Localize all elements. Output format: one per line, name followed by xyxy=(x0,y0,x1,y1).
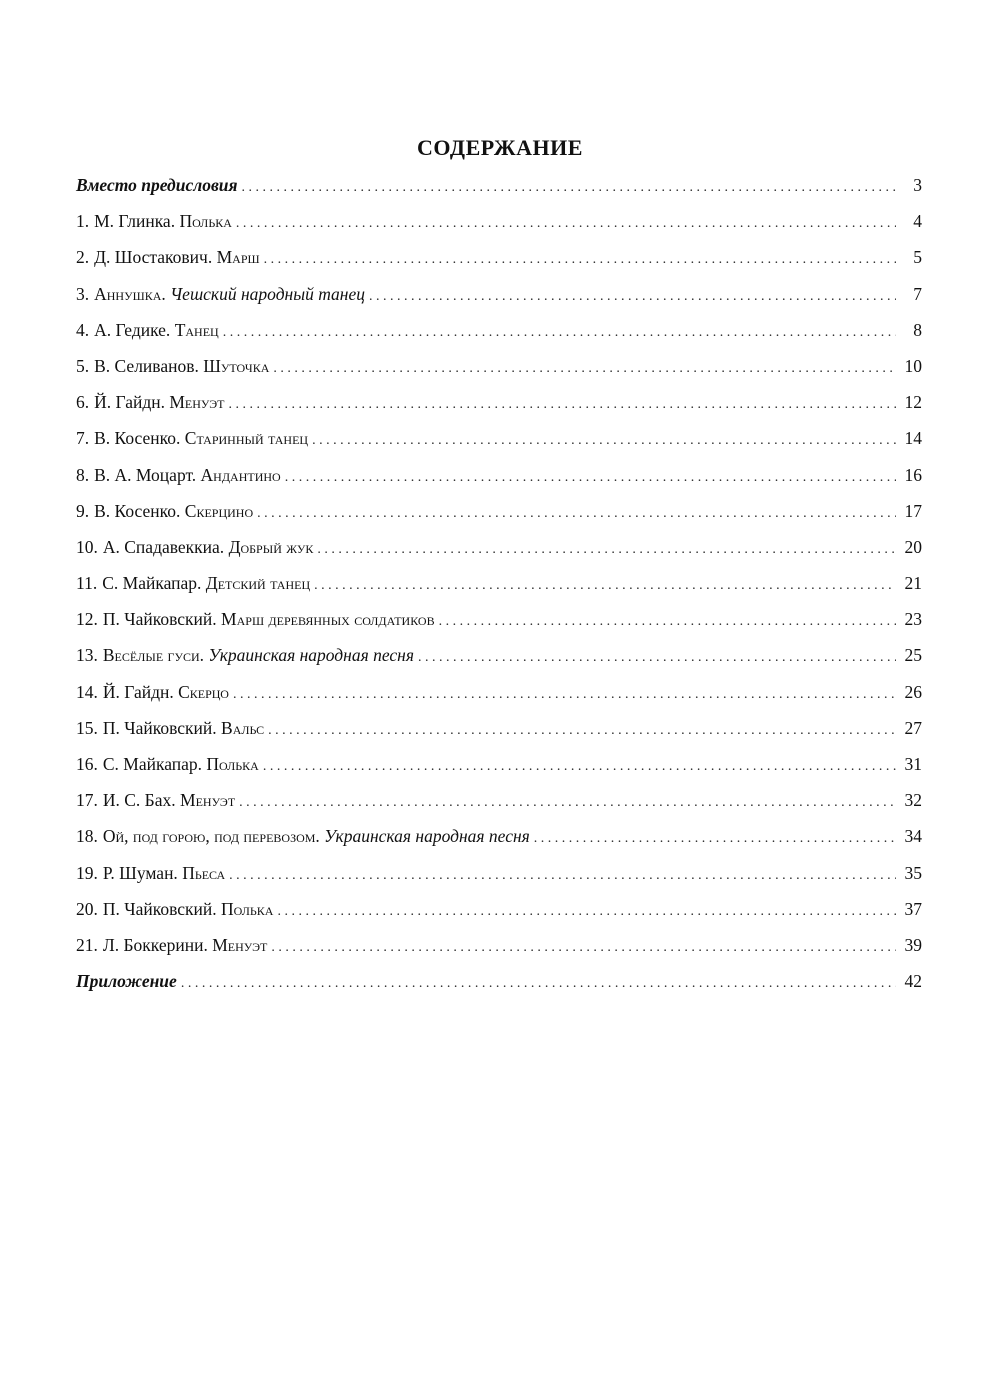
entry-author: В. Косенко. xyxy=(94,500,181,521)
toc-entry[interactable] xyxy=(76,714,922,750)
dot-leader xyxy=(264,246,896,274)
dot-leader xyxy=(229,391,896,419)
entry-work: Танец xyxy=(174,319,219,340)
toc-entry[interactable] xyxy=(76,569,922,605)
page-title: СОДЕРЖАНИЕ xyxy=(417,134,583,160)
entry-number: 20. xyxy=(76,898,98,919)
toc-entry[interactable] xyxy=(76,424,922,460)
entry-work: Менуэт xyxy=(180,790,236,811)
dot-leader xyxy=(314,572,896,600)
entry-page: 26 xyxy=(904,681,922,702)
entry-author: В. А. Моцарт. xyxy=(94,464,197,485)
entry-page: 5 xyxy=(913,247,922,268)
entry-work: Скерцино xyxy=(184,500,254,521)
entry-author: Й. Гайдн. xyxy=(102,681,174,702)
entry-number: 12. xyxy=(76,609,98,630)
entry-author: П. Чайковский. xyxy=(102,609,217,630)
entry-work: Марш деревянных солдатиков xyxy=(221,609,435,630)
entry-number: 9. xyxy=(76,500,90,521)
entry-work: Скерцо xyxy=(178,681,229,702)
toc-entry[interactable] xyxy=(76,786,922,822)
dot-leader xyxy=(369,283,896,311)
toc-entry[interactable] xyxy=(76,280,922,316)
toc-entry[interactable] xyxy=(76,895,922,931)
entry-work: Вместо предисловия xyxy=(76,175,238,195)
entry-number: 15. xyxy=(76,717,98,738)
entry-author: А. Гедике. xyxy=(94,319,171,340)
entry-number: 18. xyxy=(76,826,98,847)
entry-author: Л. Боккерини. xyxy=(102,934,208,955)
entry-work: Приложение xyxy=(76,971,177,992)
entry-subtitle: Чешский народный танец xyxy=(170,283,366,304)
toc-list xyxy=(76,171,922,1003)
entry-work: Полька xyxy=(206,754,259,774)
entry-work: Пьеса xyxy=(182,862,226,883)
entry-page: 17 xyxy=(904,500,922,521)
dot-leader xyxy=(268,717,896,745)
entry-work: Аннушка. xyxy=(94,283,166,304)
dot-leader xyxy=(277,898,896,926)
entry-page: 32 xyxy=(904,790,922,811)
entry-number: 8. xyxy=(76,464,90,485)
dot-leader xyxy=(273,355,896,383)
entry-page: 8 xyxy=(913,319,922,340)
entry-number: 5. xyxy=(76,355,90,376)
entry-page: 10 xyxy=(904,355,922,376)
entry-author: И. С. Бах. xyxy=(102,790,176,811)
entry-page: 35 xyxy=(904,862,922,883)
entry-author: Р. Шуман. xyxy=(102,862,178,883)
entry-page: 20 xyxy=(904,536,922,557)
entry-page: 25 xyxy=(904,645,922,666)
toc-entry[interactable] xyxy=(76,388,922,424)
entry-work: Марш xyxy=(216,247,260,268)
entry-author: Д. Шостакович. xyxy=(94,247,213,268)
entry-page: 23 xyxy=(904,609,922,630)
dot-leader xyxy=(439,608,896,636)
toc-entry[interactable] xyxy=(76,171,922,207)
entry-work: Андантино xyxy=(200,464,281,485)
entry-author: М. Глинка. xyxy=(94,211,176,232)
entry-author: А. Спадавеккиа. xyxy=(102,536,225,557)
entry-page: 4 xyxy=(913,211,922,232)
toc-entry[interactable] xyxy=(76,822,922,858)
entry-work: Детский танец xyxy=(205,573,311,594)
dot-leader xyxy=(242,174,896,202)
entry-number: 19. xyxy=(76,862,98,883)
entry-number: 21. xyxy=(76,934,98,955)
entry-author: В. Косенко. xyxy=(94,428,181,449)
entry-number: 4. xyxy=(76,319,90,340)
toc-entry[interactable] xyxy=(76,461,922,497)
toc-entry[interactable] xyxy=(76,207,922,243)
dot-leader xyxy=(285,464,896,492)
toc-entry[interactable] xyxy=(76,497,922,533)
dot-leader xyxy=(263,753,896,781)
dot-leader xyxy=(236,210,896,238)
entry-work: Вальс xyxy=(221,717,265,738)
entry-work: Ой, под горою, под перевозом. xyxy=(102,826,320,847)
toc-entry[interactable] xyxy=(76,352,922,388)
dot-leader xyxy=(223,319,896,347)
entry-page: 21 xyxy=(904,573,922,594)
dot-leader xyxy=(271,934,896,962)
toc-entry[interactable] xyxy=(76,931,922,967)
entry-subtitle: Украинская народная песня xyxy=(324,826,530,847)
entry-work: Менуэт xyxy=(169,392,225,413)
dot-leader xyxy=(239,789,896,817)
dot-leader xyxy=(181,970,896,998)
entry-page: 34 xyxy=(904,826,922,847)
entry-page: 7 xyxy=(913,283,922,304)
entry-work: Весёлые гуси. xyxy=(102,645,204,666)
entry-work: Полька xyxy=(221,898,274,919)
entry-number: 14. xyxy=(76,681,98,702)
entry-page: 42 xyxy=(904,971,922,992)
entry-author: П. Чайковский. xyxy=(102,898,217,919)
dot-leader xyxy=(229,862,896,890)
entry-author: Й. Гайдн. xyxy=(94,392,165,413)
entry-page: 27 xyxy=(904,717,922,738)
toc-entry[interactable] xyxy=(76,641,922,677)
entry-page: 12 xyxy=(904,392,922,413)
dot-leader xyxy=(534,825,896,853)
entry-number: 1. xyxy=(76,211,90,232)
entry-number: 17. xyxy=(76,790,98,811)
toc-entry[interactable] xyxy=(76,967,922,1003)
dot-leader xyxy=(312,427,896,455)
entry-number: 6. xyxy=(76,392,90,413)
dot-leader xyxy=(418,644,896,672)
toc-entry[interactable] xyxy=(76,605,922,641)
entry-number: 13. xyxy=(76,645,98,666)
entry-work: Менуэт xyxy=(212,934,268,955)
dot-leader xyxy=(317,536,896,564)
entry-work: Шуточка xyxy=(203,355,270,376)
entry-page: 16 xyxy=(904,464,922,485)
dot-leader xyxy=(233,681,896,709)
entry-number: 10. xyxy=(76,536,98,557)
entry-author: П. Чайковский. xyxy=(102,717,217,738)
entry-author: С. Майкапар. xyxy=(102,573,202,594)
entry-page: 14 xyxy=(904,428,922,449)
entry-number: 7. xyxy=(76,428,90,449)
toc-entry[interactable] xyxy=(76,678,922,714)
entry-work: Добрый жук xyxy=(228,536,314,557)
entry-author: С. Майкапар. xyxy=(102,754,203,774)
toc-entry[interactable] xyxy=(76,243,922,279)
entry-subtitle: Украинская народная песня xyxy=(208,645,414,666)
entry-number: 3. xyxy=(76,283,90,304)
entry-page: 31 xyxy=(904,754,922,774)
toc-entry[interactable] xyxy=(76,859,922,895)
toc-entry[interactable] xyxy=(76,750,922,786)
entry-number: 2. xyxy=(76,247,90,268)
toc-entry[interactable] xyxy=(76,533,922,569)
entry-page: 39 xyxy=(904,934,922,955)
entry-work: Старинный танец xyxy=(184,428,309,449)
entry-work: Полька xyxy=(179,211,232,232)
entry-number: 11. xyxy=(76,573,98,594)
toc-entry[interactable] xyxy=(76,316,922,352)
dot-leader xyxy=(257,500,896,528)
entry-author: В. Селиванов. xyxy=(94,355,199,376)
entry-page: 37 xyxy=(904,898,922,919)
entry-page: 3 xyxy=(913,175,922,195)
entry-number: 16. xyxy=(76,754,98,774)
